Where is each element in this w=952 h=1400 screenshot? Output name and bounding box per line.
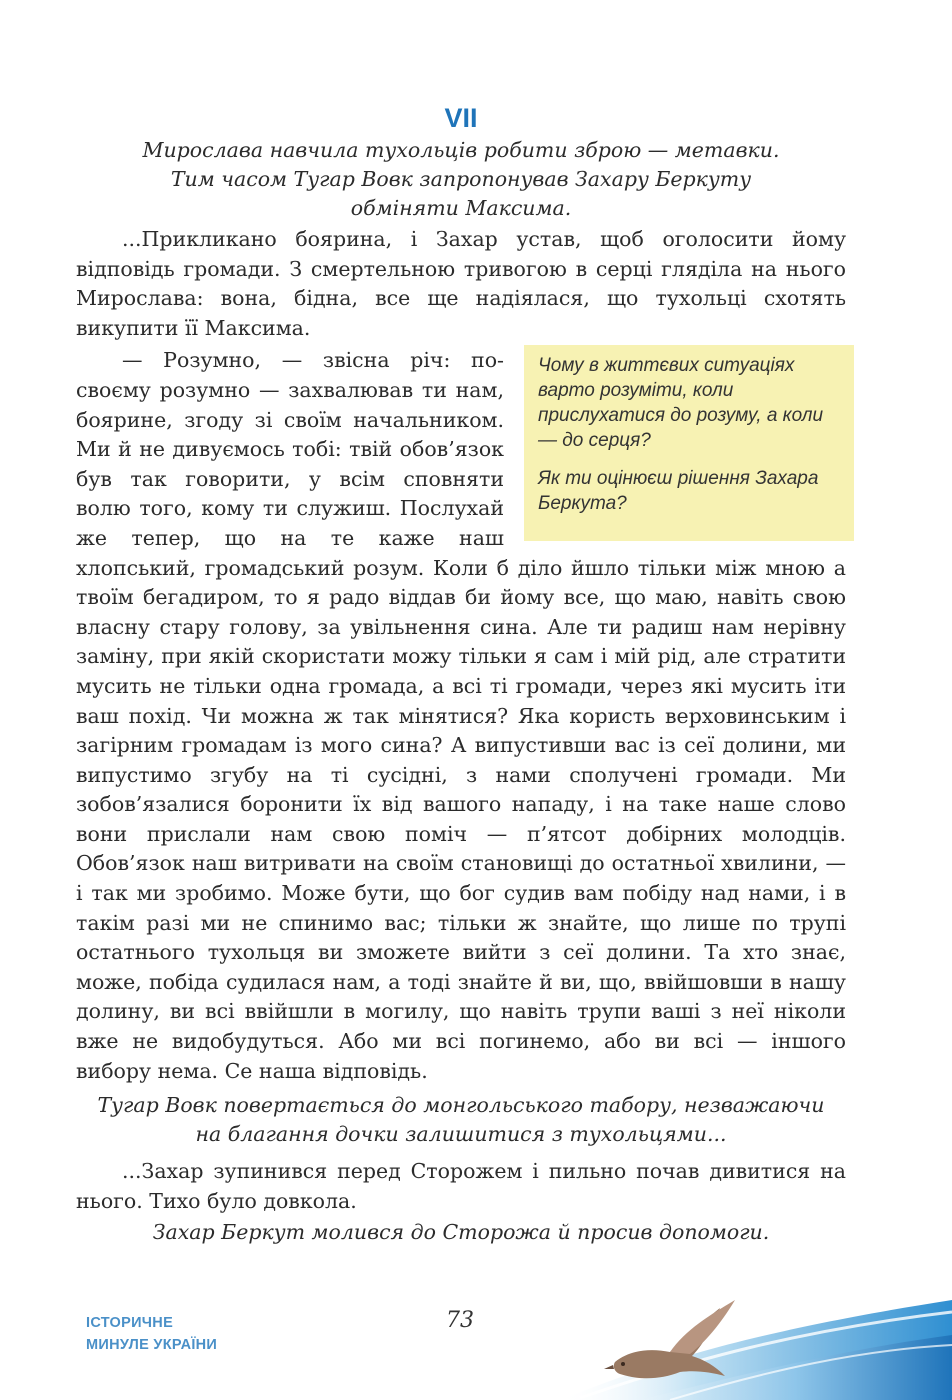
summary-line: Тим часом Тугар Вовк запропонував Захару Беркуту bbox=[170, 167, 752, 191]
note-question-1: Чому в життєвих ситуаціях варто розуміти, коли прислухатися до розуму, а коли — до серця? bbox=[538, 355, 824, 452]
summary-line: на благання дочки залишитися з тухольцями... bbox=[195, 1122, 727, 1147]
section-label-line-1: ІСТОРИЧНЕ bbox=[86, 1315, 174, 1331]
section-label-line-2: МИНУЛЕ УКРАЇНИ bbox=[86, 1337, 218, 1353]
page-number: 73 bbox=[446, 1308, 474, 1333]
summary-line: Мирослава навчила тухольців робити зброю — метавки. bbox=[142, 138, 780, 162]
chapter-number: VII bbox=[444, 103, 478, 133]
summary-top bbox=[76, 136, 846, 223]
page-content bbox=[76, 100, 846, 1247]
summary-bottom: Захар Беркут молився до Сторожа й просив допомоги. bbox=[152, 1220, 770, 1245]
question-note bbox=[524, 345, 854, 541]
paragraph-1: ...Прикликано боярина, і Захар устав, щоб оголосити йому відповідь громади. З смертельною тривогою в серці гляділа на нього Мирослава: вона, бідна, все ще надіялася, що тухольці схотять викупити її Максима. bbox=[76, 227, 846, 340]
bird-wave-decoration bbox=[520, 1290, 952, 1400]
summary-middle bbox=[76, 1091, 846, 1149]
paragraph-3: ...Захар зупинився перед Сторожем і пильно почав дивитися на нього. Тихо було довкола. bbox=[76, 1159, 846, 1213]
note-question-2: Як ти оцінюєш рішення Захара Беркута? bbox=[538, 468, 819, 515]
paragraph-2: — Розумно, — звісна річ: по-своєму розумно — захвалював ти нам, боярине, згоду зі своїм начальником. Ми й не дивуємось тобі: твій обов’язок був так говорити, у всім сповняти волю того, кому ти служиш. Послухай же тепер, що на те каже наш хлопський, громадський розум. Коли б діло йшло тільки між мною а твоїм бегадиром, то я радо віддав би йому все, що маю, навіть свою власну стару голову, за увільнення сина. Але ти радиш нам нерівну заміну, при якій скористати можу тільки я сам і мій рід, але стратити мусить не тільки одна громада, а всі ті громади, через які мусить іти ваш похід. Чи можна ж так мінятися? Яка користь верховинським і загірним громадам із мого сина? А випустивши вас із сеї долини, ми випустимо згубу на ті сусідні, з нами сполучені громади. Ми зобов’язалися боронити їх від вашого нападу, і на таке наше слово вони прислали нам свою поміч — п’ятсот добірних молодців. Обов’язок наш витривати на своїм становищі до остатньої хвилини, — і так ми зробимо. Може бути, що бог судив вам побіду над нами, і в такім разі ми не спинимо вас; тільки ж знайте, що лише по трупі остатнього тухольця ви зможете вийти з сеї долини. Та хто знає, може, побіда судилася нам, а тоді знайте й ви, що, ввійшовши в нашу долину, ви всі ввійшли в могилу, що навіть трупи ваші з неї ніколи вже не видобудуться. Або ми всі погинемо, або ви всі — іншого вибору нема. Се наша відповідь. bbox=[76, 348, 846, 1083]
summary-line: Тугар Вовк повертається до монгольського табору, незважаючи bbox=[97, 1093, 825, 1118]
summary-line: обміняти Максима. bbox=[350, 196, 572, 220]
section-label bbox=[86, 1312, 217, 1356]
